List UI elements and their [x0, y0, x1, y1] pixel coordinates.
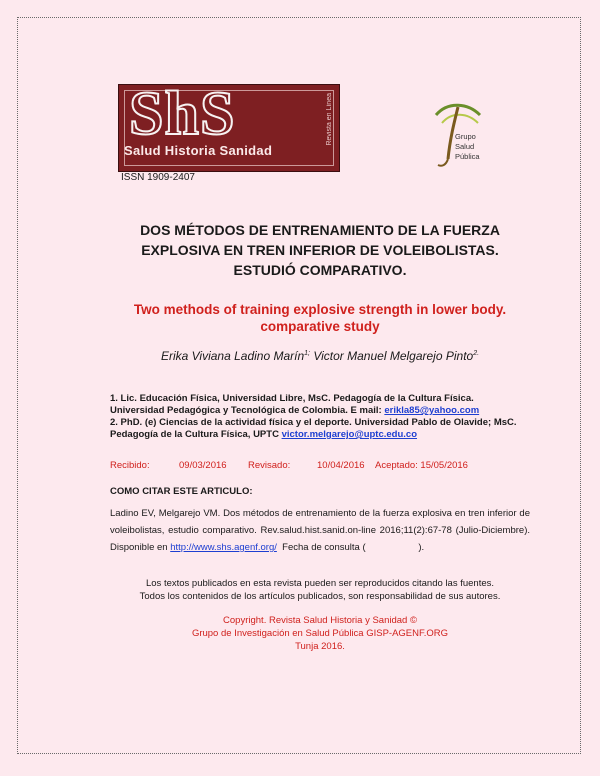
- article-title: DOS MÉTODOS DE ENTRENAMIENTO DE LA FUERZA EXPLOSIVA EN TREN INFERIOR DE VOLEIBOLISTAS. ESTUDIÓ COMPARATIVO.: [140, 222, 500, 278]
- affiliation-1: 1. Lic. Educación Física, Universidad Libre, MsC. Pedagogía de la Cultura Física. Universidad Pedagógica y Tecnológica de Colombia. E mail: erikla85@yahoo.com: [110, 393, 480, 416]
- author-2: Victor Manuel Melgarejo Pinto: [310, 349, 474, 363]
- copyright: Copyright. Revista Salud Historia y Sanidad © Grupo de Investigación en Salud Pública GISP-AGENF.ORG Tunja 2016.: [191, 615, 449, 652]
- revised-label: Revisado:: [248, 460, 291, 471]
- gsp-logo-label: Grupo Salud Pública: [455, 132, 480, 161]
- affiliations: [110, 393, 530, 441]
- revised-date: 10/04/2016: [317, 460, 365, 471]
- affiliation-2: 2. PhD. (e) Ciencias de la actividad física y el deporte. Universidad Pablo de Olavide; MsC. Pedagogía de la Cultura Física, UPTC victor.melgarejo@uptc.edu.co: [110, 417, 517, 440]
- author-1: Erika Viviana Ladino Marín: [160, 349, 305, 363]
- email-link-1[interactable]: erikla85@yahoo.com: [384, 405, 480, 416]
- email-link-2[interactable]: victor.melgarejo@uptc.edu.co: [281, 429, 418, 440]
- logo-subtitle: Salud Historia Sanidad: [124, 143, 273, 158]
- received-date: 09/03/2016: [179, 460, 227, 471]
- authors: Erika Viviana Ladino Marín$^{1;}$ Victor Manuel Melgarejo Pinto$^{2.}$: [160, 349, 480, 363]
- accepted-date: Aceptado: 15/05/2016: [375, 460, 468, 471]
- article-subtitle-english: Two methods of training explosive strength in lower body. comparative study: [133, 302, 507, 334]
- reproduction-notice: Los textos publicados en esta revista pueden ser reproducidos citando las fuentes. Todos los contenidos de los artículos publicados, son responsabilidad de sus autores.: [139, 578, 501, 602]
- cite-heading: COMO CITAR ESTE ARTICULO:: [110, 486, 253, 497]
- logo-vertical-text: Revista en Línea: [326, 93, 333, 146]
- received-label: Recibido:: [110, 460, 150, 471]
- issn: ISSN 1909-2407: [121, 172, 195, 183]
- journal-url-link[interactable]: http://www.shs.agenf.org/: [170, 542, 277, 553]
- logo-letters: ShS: [129, 80, 236, 148]
- citation: Ladino EV, Melgarejo VM. Dos métodos de entrenamiento de la fuerza explosiva en tren inferior de voleibolistas, estudio comparativo. Rev.salud.hist.sanid.on-line 2016;11(2):67-78 (Julio-Diciembre). Disponible en http://www.shs.agenf.org/ Fecha de consulta ( ).: [110, 508, 530, 553]
- shs-logo: [118, 80, 340, 172]
